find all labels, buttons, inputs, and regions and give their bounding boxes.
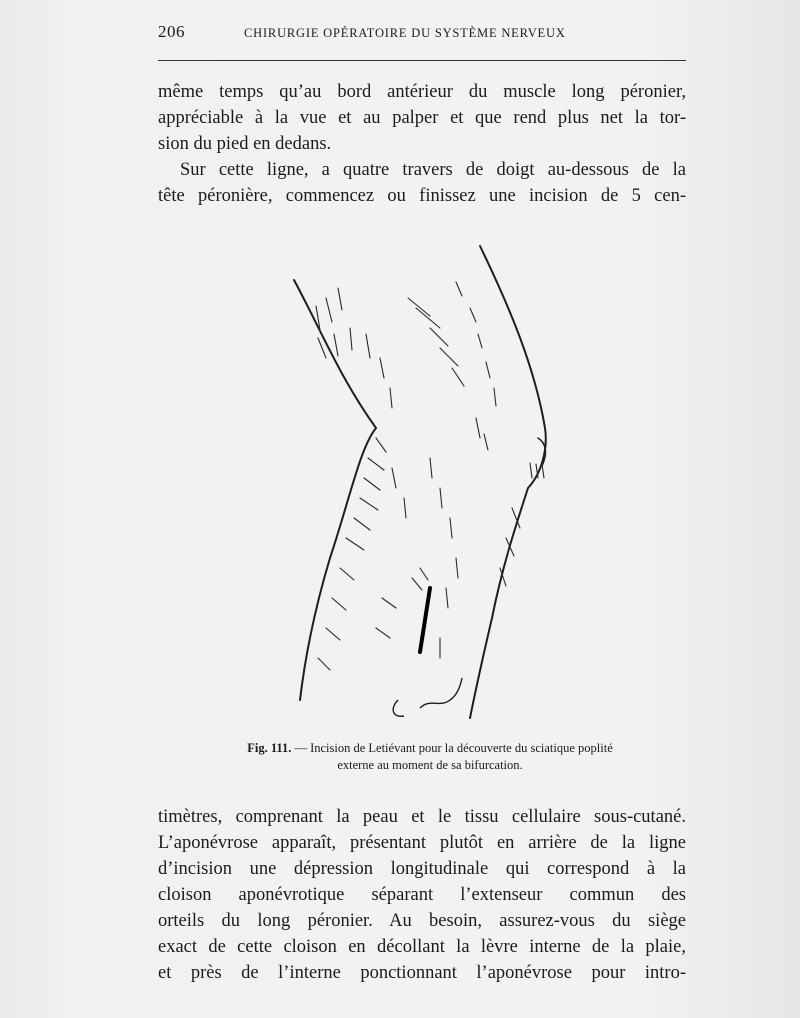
text-line: même temps qu’au bord antérieur du muscle long péronier, <box>158 82 686 102</box>
running-title: CHIRURGIE OPÉRATOIRE DU SYSTÈME NERVEUX <box>244 26 566 40</box>
caption-line-1 <box>190 740 670 757</box>
text-line: appréciable à la vue et au palper et que rend plus net la tor- <box>158 108 686 128</box>
caption-text-1: — Incision de Letiévant pour la découverte du sciatique poplité <box>291 741 613 755</box>
body-text-bottom <box>158 804 686 986</box>
header-rule <box>158 60 686 61</box>
page-header <box>158 22 686 46</box>
text-line: timètres, comprenant la peau et le tissu cellulaire sous-cutané. <box>158 807 686 827</box>
text-line: Sur cette ligne, a quatre travers de doigt au-dessous de la <box>180 160 686 180</box>
text-line: sion du pied en dedans. <box>158 134 332 154</box>
caption-line-2: externe au moment de sa bifurcation. <box>337 758 523 772</box>
text-line: exact de cette cloison en décollant la lèvre interne de la plaie, <box>158 937 686 957</box>
text-line: d’incision une dépression longitudinale qui correspond à la <box>158 859 686 879</box>
page-number: 206 <box>158 22 185 41</box>
figure-caption <box>190 740 670 774</box>
text-line: cloison aponévrotique séparant l’extenseur commun des <box>158 885 686 905</box>
knee-incision-illustration-icon <box>280 238 580 730</box>
text-line: et près de l’interne ponctionnant l’aponévrose pour intro- <box>158 963 686 983</box>
text-line: L’aponévrose apparaît, présentant plutôt en arrière de la ligne <box>158 833 686 853</box>
figure-label: Fig. 111. <box>247 741 292 755</box>
body-text-top <box>158 79 686 209</box>
text-line: tête péronière, commencez ou finissez une incision de 5 cen- <box>158 186 686 206</box>
figure-knee-illustration <box>280 238 580 730</box>
text-line: orteils du long péronier. Au besoin, assurez-vous du siège <box>158 911 686 931</box>
